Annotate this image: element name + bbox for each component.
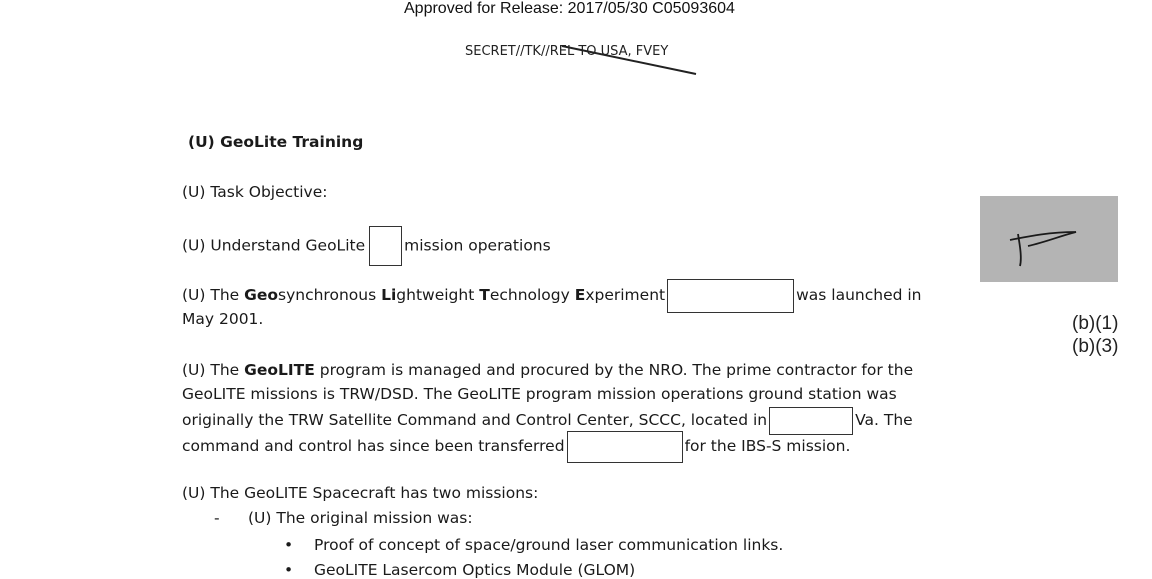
para2-text: originally the TRW Satellite Command and Control Center, SCCC, located in (182, 411, 768, 429)
para2-text: Va. The (855, 411, 913, 429)
redaction-box (667, 279, 794, 313)
para1-line2: May 2001. (182, 310, 264, 328)
classification-strikethrough (560, 40, 700, 80)
program-name: GeoLITE (244, 361, 315, 379)
para2-line1 (182, 361, 913, 379)
doc-title: (U) GeoLite Training (188, 133, 364, 151)
dash-bullet: - (214, 509, 220, 527)
initials-stamp (980, 196, 1118, 282)
para2-text: program is managed and procured by the NRO. The prime contractor for the (314, 361, 914, 379)
list-item (284, 536, 783, 554)
bullet-icon: • (284, 536, 294, 554)
para3: (U) The GeoLITE Spacecraft has two missions: (182, 484, 539, 502)
para1-suffix: was launched in (796, 286, 922, 304)
list-item-text: GeoLITE Lasercom Optics Module (GLOM) (314, 561, 636, 579)
para2-line2: GeoLITE missions is TRW/DSD. The GeoLITE program mission operations ground station was (182, 385, 897, 403)
classification-marking: SECRET//TK//REL TO USA, FVEY (465, 44, 669, 59)
handwritten-initials (980, 196, 1118, 282)
sub-item: (U) The original mission was: (248, 509, 473, 527)
para1-text: xperiment (585, 286, 666, 304)
task-objective-heading: (U) Task Objective: (182, 183, 328, 201)
list-item (284, 561, 635, 579)
acronym-letter: Geo (244, 286, 279, 304)
exemption-codes (1072, 312, 1118, 358)
acronym-letter: T (479, 286, 490, 304)
para1-text: ghtweight (396, 286, 480, 304)
para2-text: (U) The (182, 361, 245, 379)
release-stamp: Approved for Release: 2017/05/30 C05093604 (404, 0, 735, 17)
exemption-code: (b)(1) (1072, 313, 1119, 334)
exemption-code: (b)(3) (1072, 336, 1119, 357)
para1-text: synchronous (278, 286, 382, 304)
objective-text-post: mission operations (404, 236, 551, 255)
acronym-letter: Li (381, 286, 397, 304)
objective-line (182, 226, 551, 266)
redaction-box (369, 226, 402, 266)
acronym-letter: E (574, 286, 586, 304)
list-item-text: Proof of concept of space/ground laser communication links. (314, 536, 784, 554)
bullet-icon: • (284, 561, 294, 579)
para2-line4 (182, 430, 850, 463)
para1-prefix: (U) The (182, 286, 245, 304)
para1-text: echnology (489, 286, 575, 304)
para2-text: for the IBS-S mission. (684, 437, 851, 455)
para2-text: command and control has since been transferred (182, 437, 565, 455)
redaction-box (567, 431, 683, 463)
objective-text-pre: (U) Understand GeoLite (182, 236, 366, 255)
para-geolite-launch (182, 278, 922, 313)
